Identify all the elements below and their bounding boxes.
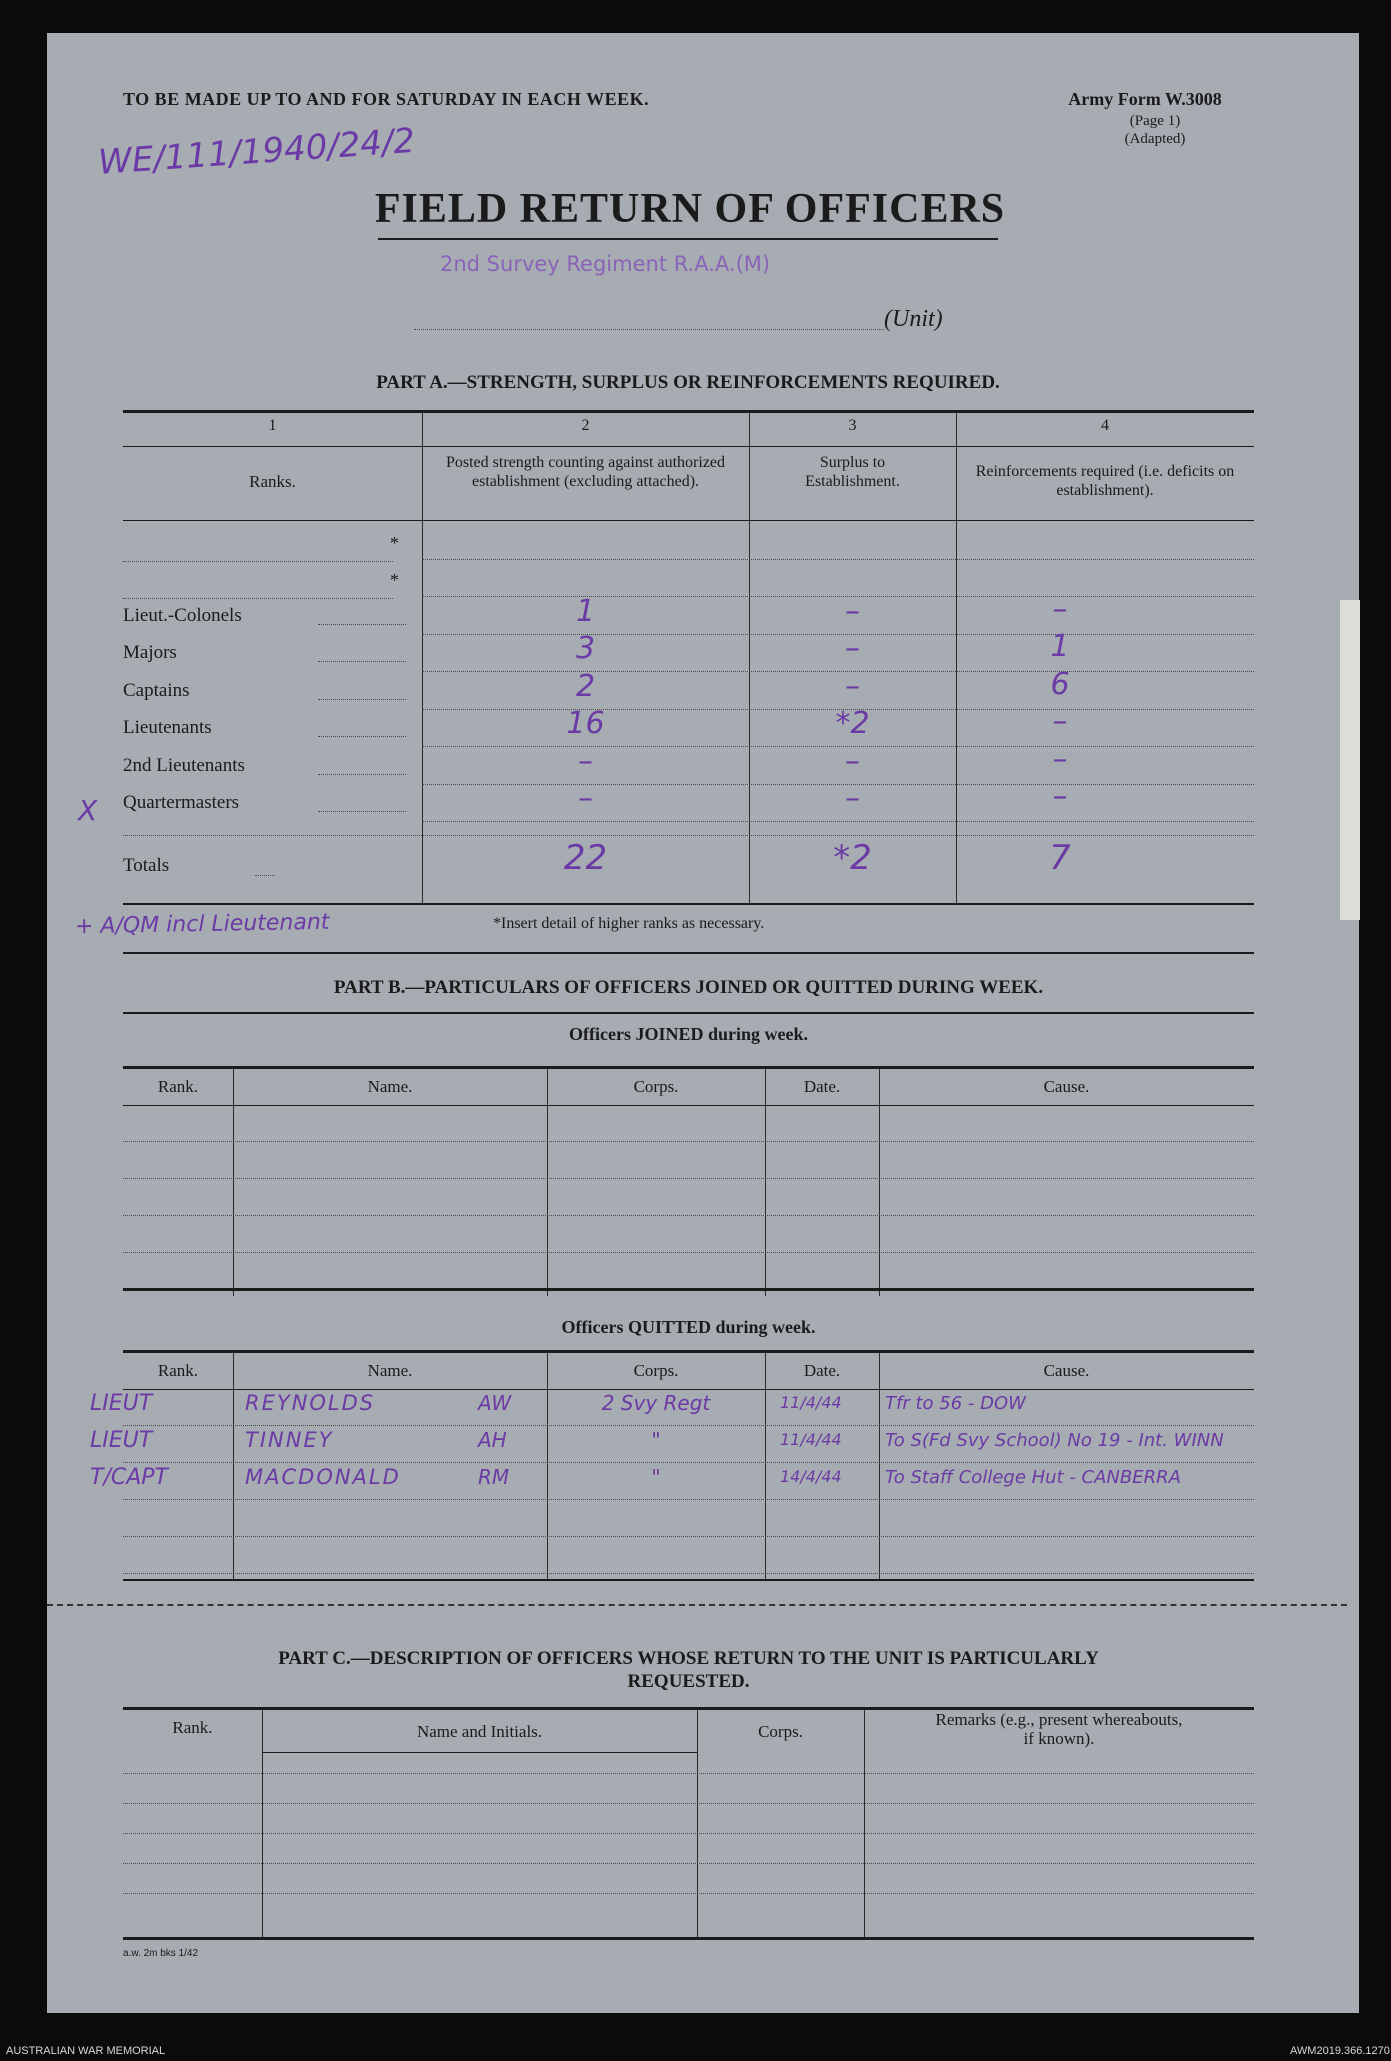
part-b-col-divider [547, 1069, 548, 1296]
totals-surplus: *2 [833, 838, 872, 878]
totals-reinforcements: 7 [1049, 838, 1071, 878]
title-underline [378, 238, 998, 240]
part-b-col-divider [879, 1069, 880, 1296]
part-b-col-divider [233, 1353, 234, 1580]
surplus-value: – [845, 744, 860, 779]
part-a-footnote: *Insert detail of higher ranks as necessary. [493, 915, 765, 932]
torn-paper-edge [1340, 600, 1360, 920]
part-c-title-line2: REQUESTED. [627, 1671, 750, 1692]
part-b-col-header: Rank. [157, 1077, 199, 1096]
reinforcement-value: 1 [1050, 629, 1070, 664]
quitted-corps: 2 Svy Regt [601, 1391, 711, 1415]
part-b-col-header: Rank. [157, 1361, 199, 1380]
part-c-title-line1: PART C.—DESCRIPTION OF OFFICERS WHOSE RETURN TO THE UNIT IS PARTICULARLY [278, 1648, 1099, 1669]
totals-top-dots [123, 835, 1254, 836]
quitted-cause: To Staff College Hut - CANBERRA [885, 1467, 1181, 1488]
part-a-title: PART A.—STRENGTH, SURPLUS OR REINFORCEMENTS REQUIRED. [376, 372, 1000, 393]
part-b-col-divider [765, 1069, 766, 1296]
part-c-row-dots [123, 1863, 1254, 1864]
part-c-header-name: Name and Initials. [416, 1722, 543, 1741]
part-c-col-divider [697, 1710, 698, 1937]
rank-label: Lieutenants [123, 717, 212, 738]
rank-label: Majors [123, 642, 177, 663]
unit-dotted-line [414, 329, 884, 330]
joined-bottom-rule [123, 1288, 1254, 1291]
quitted-bottom-rule [123, 1579, 1254, 1581]
rank-asterisk: * [390, 570, 399, 590]
col-number-3: 3 [848, 417, 857, 434]
part-c-header-rank: Rank. [172, 1718, 213, 1737]
part-a-header-rule [123, 520, 1254, 521]
quitted-rank: T/CAPT [90, 1465, 168, 1490]
rank-leader [318, 811, 406, 812]
strength-value: – [578, 781, 593, 816]
header-surplus: Surplus to Establishment. [805, 454, 900, 490]
part-b-col-divider [765, 1353, 766, 1580]
reinforcement-value: – [1052, 592, 1068, 627]
reinforcement-value: – [1052, 742, 1068, 777]
part-b-header-rule [123, 1389, 1254, 1390]
part-a-totals-rule [123, 903, 1254, 905]
perforation-line [47, 1604, 1347, 1606]
strength-value: 2 [575, 669, 596, 704]
quitted-top-rule [123, 1350, 1254, 1353]
reinforcement-value: – [1052, 704, 1068, 739]
strength-value: – [578, 744, 593, 779]
part-b-col-header: Name. [367, 1077, 413, 1096]
part-b-title-rule [123, 1012, 1254, 1014]
quitted-title: Officers QUITTED during week. [561, 1317, 816, 1337]
part-a-row-dots [422, 559, 1254, 560]
surplus-value: – [845, 631, 860, 666]
surplus-value: – [845, 594, 860, 629]
quitted-corps: " [651, 1465, 661, 1489]
instruction-text: TO BE MADE UP TO AND FOR SATURDAY IN EACH WEEK. [123, 89, 650, 109]
col-number-2: 2 [581, 417, 590, 434]
quitted-initials: AW [478, 1391, 512, 1415]
rank-leader [318, 661, 406, 662]
strength-value: 1 [575, 594, 596, 629]
quitted-date: 11/4/44 [780, 1430, 842, 1449]
print-code: a.w. 2m bks 1/42 [123, 1948, 199, 1959]
part-b-col-header: Date. [803, 1077, 841, 1096]
part-b-col-header: Corps. [633, 1077, 679, 1096]
col-number-4: 4 [1101, 417, 1109, 434]
part-b-col-header: Cause. [1043, 1077, 1090, 1096]
part-b-row-dots [123, 1141, 1254, 1142]
surplus-value: – [845, 781, 860, 816]
quitted-name: TINNEY [245, 1428, 334, 1452]
part-b-row-dots [123, 1425, 1254, 1426]
part-b-row-dots [123, 1252, 1254, 1253]
part-b-header-rule [123, 1105, 1254, 1106]
quitted-cause: To S(Fd Svy School) No 19 - Int. WINN [885, 1430, 1224, 1451]
part-b-row-dots [123, 1573, 1254, 1574]
part-b-col-header: Date. [803, 1361, 841, 1380]
quitted-rank: LIEUT [90, 1428, 153, 1453]
strength-value: 3 [575, 631, 596, 666]
quitted-date: 11/4/44 [780, 1393, 842, 1412]
part-a-number-rule [123, 446, 1254, 447]
form-adapted: (Adapted) [1124, 131, 1186, 147]
quartermasters-x-mark: X [78, 794, 98, 827]
header-posted-strength: Posted strength counting against authorized establishment (excluding attached). [445, 454, 726, 490]
rank-asterisk: * [390, 533, 399, 553]
part-c-row-dots [123, 1773, 1254, 1774]
quitted-corps: " [651, 1428, 661, 1452]
part-c-row-dots [123, 1803, 1254, 1804]
rank-label: Quartermasters [123, 792, 240, 813]
rank-leader [318, 699, 406, 700]
rank-leader [318, 624, 406, 625]
form-title: FIELD RETURN OF OFFICERS [374, 186, 1006, 232]
part-c-bottom-rule [123, 1937, 1254, 1940]
unit-stamp: 2nd Survey Regiment R.A.A.(M) [440, 252, 771, 276]
part-b-row-dots [123, 1215, 1254, 1216]
strength-value: 16 [566, 706, 605, 741]
rank-dotted-line [123, 598, 393, 599]
form-page: (Page 1) [1129, 113, 1181, 129]
part-c-row-dots [123, 1833, 1254, 1834]
quitted-name: REYNOLDS [245, 1391, 376, 1415]
totals-leader [255, 875, 275, 876]
part-b-title: PART B.—PARTICULARS OF OFFICERS JOINED OR QUITTED DURING WEEK. [333, 977, 1044, 998]
header-ranks: Ranks. [249, 472, 296, 491]
rank-label: 2nd Lieutenants [123, 755, 245, 776]
part-b-col-divider [879, 1353, 880, 1580]
part-b-row-dots [123, 1462, 1254, 1463]
part-a-top-rule [123, 410, 1254, 413]
part-c-row-dots [123, 1893, 1254, 1894]
quitted-initials: RM [478, 1465, 510, 1489]
part-c-header-remarks: Remarks (e.g., present whereabouts, [935, 1710, 1183, 1729]
rank-label: Lieut.-Colonels [123, 605, 242, 626]
part-b-col-header: Cause. [1043, 1361, 1090, 1380]
rank-leader [318, 736, 406, 737]
part-b-row-dots [123, 1178, 1254, 1179]
part-b-col-header: Name. [367, 1361, 413, 1380]
quitted-rank: LIEUT [90, 1391, 153, 1416]
rank-label: Captains [123, 680, 190, 701]
footer-right: AWM2019.366.1270 [1290, 2045, 1390, 2057]
handwritten-qm-note: + A/QM incl Lieutenant [74, 909, 330, 940]
header-reinforcements: Reinforcements required (i.e. deficits on establishment). [975, 463, 1235, 499]
quitted-initials: AH [478, 1428, 507, 1452]
reinforcement-value: 6 [1050, 667, 1070, 702]
part-b-col-header: Corps. [633, 1361, 679, 1380]
form-number: Army Form W.3008 [1068, 89, 1222, 109]
part-b-row-dots [123, 1536, 1254, 1537]
totals-strength: 22 [563, 838, 608, 878]
rank-dotted-line [123, 561, 393, 562]
footer-left: AUSTRALIAN WAR MEMORIAL [6, 2045, 166, 2057]
surplus-value: – [845, 669, 860, 704]
handwritten-reference: WE/111/1940/24/2 [97, 120, 417, 183]
part-c-name-rule [262, 1752, 697, 1753]
joined-top-rule [123, 1066, 1254, 1069]
part-c-header-remarks-2: if known). [1023, 1729, 1095, 1748]
part-a-bottom-rule [123, 952, 1254, 954]
quitted-cause: Tfr to 56 - DOW [885, 1393, 1026, 1414]
part-b-col-divider [233, 1069, 234, 1296]
quitted-name: MACDONALD [245, 1465, 401, 1489]
part-c-col-divider [262, 1710, 263, 1937]
unit-label: (Unit) [884, 306, 943, 332]
reinforcement-value: – [1052, 779, 1068, 814]
totals-label: Totals [123, 855, 170, 876]
part-b-row-dots [123, 1499, 1254, 1500]
rank-leader [318, 774, 406, 775]
quitted-date: 14/4/44 [780, 1467, 842, 1486]
col-number-1: 1 [268, 417, 277, 434]
part-c-header-corps: Corps. [758, 1722, 803, 1741]
part-a-row-dots [422, 821, 1254, 822]
surplus-value: *2 [835, 706, 870, 741]
joined-title: Officers JOINED during week. [569, 1024, 808, 1044]
